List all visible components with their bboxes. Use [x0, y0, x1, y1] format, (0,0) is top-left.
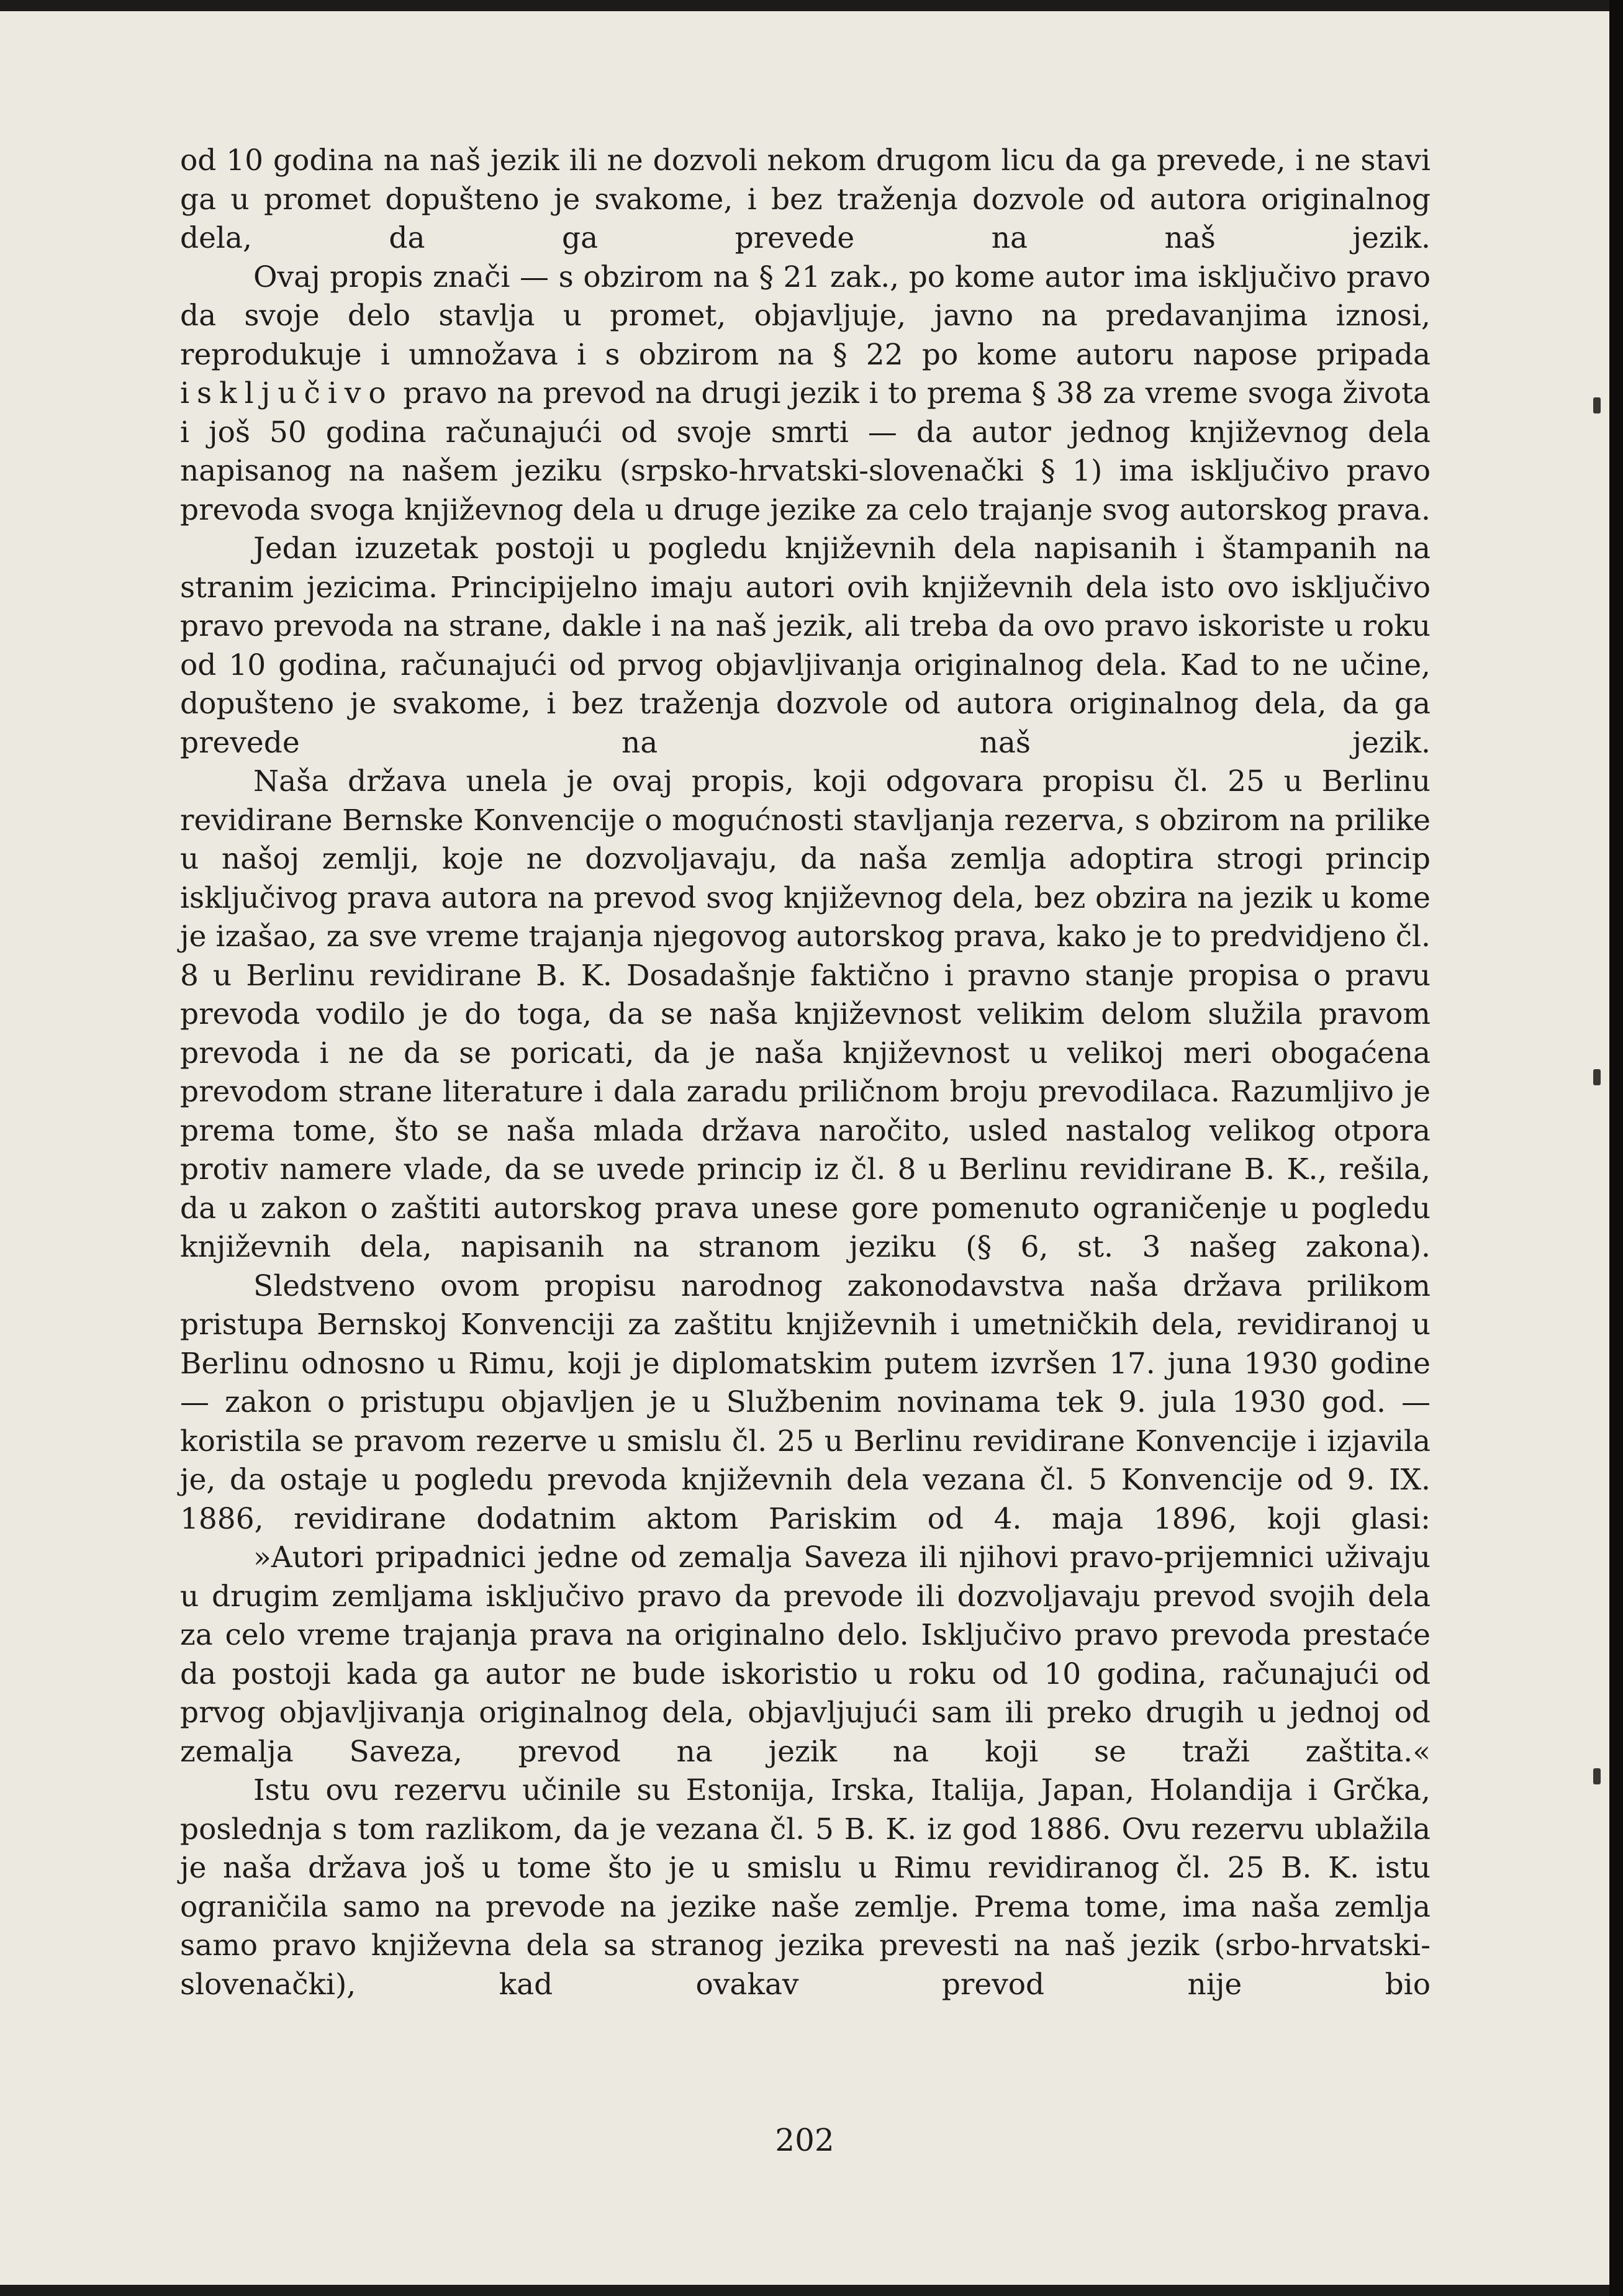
paragraph: Naša država unela je ovaj propis, koji odgovara propisu čl. 25 u Berlinu revidirane Bernske Konvencije o mogućnosti stavljanja rezerva, s obzirom na prilike u našoj zemlji, koje ne dozvoljavaju, da naša zemlja adoptira strogi princip isključivog prava autora na prevod svog književnog dela, bez obzira na jezik u kome je izašao, za sve vreme trajanja njegovog autorskog prava, kako je to predvidjeno čl. 8 u Berlinu revidirane B. K. Dosadašnje faktično i pravno stanje propisa o pravu prevoda vodilo je do toga, da se naša književnost velikim delom služila pravom prevoda i ne da se poricati, da je naša književnost u velikoj meri obogaćena prevodom strane literature i dala zaradu priličnom broju prevodilaca. Razumljivo je prema tome, što se naša mlada država naročito, usled nastalog velikog otpora protiv namere vlade, da se uvede princip iz čl. 8 u Berlinu revidirane B. K., rešila, da u zakon o zaštiti autorskog prava unese gore pomenuto ograničenje u pogledu književnih dela, napisanih na stranom jeziku (§ 6, st. 3 našeg zakona). [180, 764, 1431, 1264]
scan-right-edge [1609, 0, 1623, 2296]
scan-edge-mark [1593, 397, 1601, 414]
paragraph: Istu ovu rezervu učinile su Estonija, Irska, Italija, Japan, Holandija i Grčka, poslednja s tom razlikom, da je vezana čl. 5 B. K. iz god 1886. Ovu rezervu ublažila je naša država još u tome što je u smislu u Rimu revidiranog čl. 25 B. K. istu ograničila samo na prevode na jezike naše zemlje. Prema tome, ima naša zemlja samo pravo književna dela sa stranog jezika prevesti na naš jezik (srbo-hrvatski-slovenački), kad ovakav prevod nije bio [180, 1773, 1431, 2002]
body-text [180, 142, 1431, 2004]
paragraph: Jedan izuzetak postoji u pogledu književnih dela napisanih i štampanih na stranim jezicima. Principijelno imaju autori ovih književnih dela isto ovo isključivo pravo prevoda na strane, dakle i na naš jezik, ali treba da ovo pravo iskoriste u roku od 10 godina, računajući od prvog objavljivanja originalnog dela. Kad to ne učine, dopušteno je svakome, i bez traženja dozvole od autora originalnog dela, da ga prevede na naš jezik. [180, 531, 1431, 760]
scan-edge-mark [1593, 1069, 1601, 1085]
quoted-paragraph: »Autori pripadnici jedne od zemalja Saveza ili njihovi pravo-prijemnici uživaju u drugim zemljama isključivo pravo da prevode ili dozvoljavaju prevod svojih dela za celo vreme trajanja prava na originalno delo. Isključivo pravo prevoda prestaće da postoji kada ga autor ne bude iskoristio u roku od 10 godina, računajući od prvog objavljivanja originalnog dela, objavljujući sam ili preko drugih u jednoj od zemalja Saveza, prevod na jezik na koji se traži zaštita.« [180, 1540, 1431, 1769]
paragraph-text: Ovaj propis znači — s obzirom na § 21 zak., po kome autor ima isključivo pravo da svoje delo stavlja u promet, objavljuje, javno na predavanjima iznosi, reprodukuje i umnožava i s obzirom na § 22 po kome autoru napose pripada [180, 260, 1431, 372]
emphasized-word: isključivo [180, 376, 394, 410]
page-number: 202 [775, 2122, 834, 2158]
scan-edge-mark [1593, 1768, 1601, 1784]
paragraph: Sledstveno ovom propisu narodnog zakonodavstva naša država prilikom pristupa Bernskoj Konvenciji za zaštitu književnih i umetničkih dela, revidiranoj u Berlinu odnosno u Rimu, koji je diplomatskim putem izvršen 17. juna 1930 godine — zakon o pristupu objavljen je u Službenim novinama tek 9. jula 1930 god. — koristila se pravom rezerve u smislu čl. 25 u Berlinu revidirane Konvencije i izjavila je, da ostaje u pogledu prevoda književnih dela vezana čl. 5 Konvencije od 9. IX. 1886, revidirane dodatnim aktom Pariskim od 4. maja 1896, koji glasi: [180, 1268, 1431, 1536]
paragraph [180, 258, 1431, 530]
paragraph: od 10 godina na naš jezik ili ne dozvoli nekom drugom licu da ga prevede, i ne stavi ga u promet dopušteno je svakome, i bez traženja dozvole od autora originalnog dela, da ga prevede na naš jezik. [180, 143, 1431, 255]
paragraph-text: pravo na prevod na drugi jezik i to prema § 38 za vreme svoga života i još 50 godina računajući od svoje smrti — da autor jednog književnog dela napisanog na našem jeziku (srpsko-hrvatski-slovenački § 1) ima isključivo pravo prevoda svoga književnog dela u druge jezike za celo trajanje svog autorskog prava. [180, 376, 1431, 527]
